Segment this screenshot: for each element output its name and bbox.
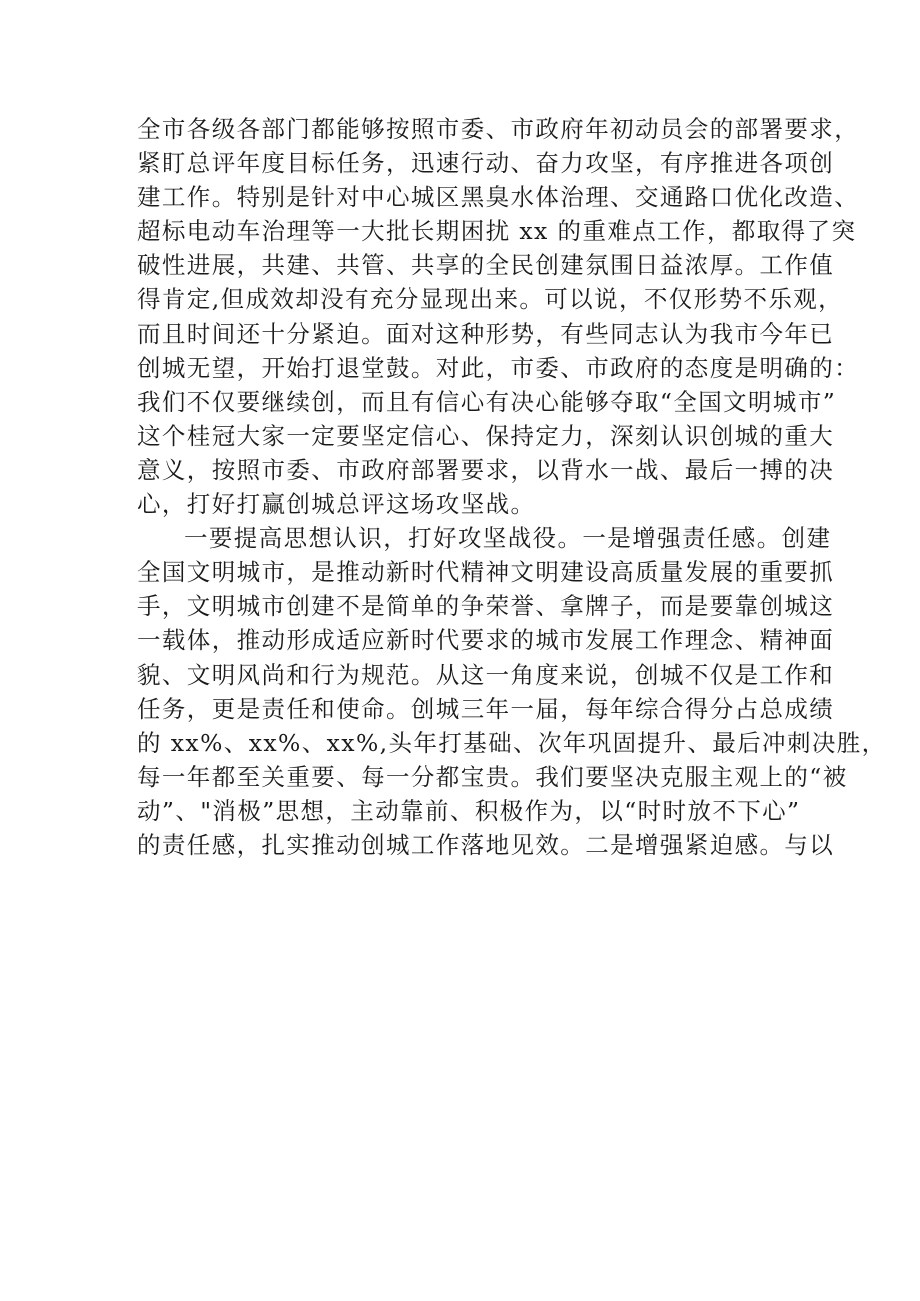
- body-text: [137, 112, 887, 862]
- text-line: 这个桂冠大家一定要坚定信心、保持定力，深刻认识创城的重大: [137, 421, 835, 450]
- text-line: 的 xx%、xx%、xx%,头年打基础、次年巩固提升、最后冲刺决胜，: [137, 728, 887, 757]
- text-line: 建工作。特别是针对中心城区黑臭水体治理、交通路口优化改造、: [137, 183, 860, 212]
- text-line: 貌、文明风尚和行为规范。从这一角度来说，创城不仅是工作和: [137, 660, 835, 689]
- text-line: 而且时间还十分紧迫。面对这种形势，有些同志认为我市今年已: [137, 319, 835, 348]
- text-line: 全国文明城市，是推动新时代精神文明建设高质量发展的重要抓: [137, 558, 835, 587]
- text-line: 动”、"消极”思想，主动靠前、积极作为，以“时时放不下心”: [137, 796, 801, 825]
- text-line: 心，打好打赢创城总评这场攻坚战。: [137, 490, 536, 519]
- text-line: 意义，按照市委、市政府部署要求，以背水一战、最后一搏的决: [137, 455, 835, 484]
- text-line: 的责任感，扎实推动创城工作落地见效。二是增强紧迫感。与以: [137, 830, 835, 859]
- text-line: 每一年都至关重要、每一分都宝贵。我们要坚决克服主观上的“被: [137, 762, 848, 791]
- paragraph: [137, 521, 887, 862]
- text-line: 超标电动车治理等一大批长期困扰 xx 的重难点工作，都取得了突: [137, 217, 857, 246]
- text-line: 得肯定,但成效却没有充分显现出来。可以说，不仅形势不乐观，: [137, 285, 844, 314]
- text-line: 破性进展，共建、共管、共享的全民创建氛围日益浓厚。工作值: [137, 251, 835, 280]
- text-line: 任务，更是责任和使命。创城三年一届，每年综合得分占总成绩: [137, 694, 835, 723]
- text-line: 紧盯总评年度目标任务，迅速行动、奋力攻坚，有序推进各项创: [137, 149, 835, 178]
- text-line: 创城无望，开始打退堂鼓。对此，市委、市政府的态度是明确的：: [137, 353, 860, 382]
- text-line: 手，文明城市创建不是简单的争荣誉、拿牌子，而是要靠创城这: [137, 592, 835, 621]
- text-line: 一要提高思想认识，打好攻坚战役。一是增强责任感。创建: [184, 524, 832, 553]
- text-line: 一载体，推动形成适应新时代要求的城市发展工作理念、精神面: [137, 626, 835, 655]
- text-line: 全市各级各部门都能够按照市委、市政府年初动员会的部署要求，: [137, 115, 860, 143]
- paragraph: [137, 112, 860, 521]
- text-line: 我们不仅要继续创，而且有信心有决心能够夺取“全国文明城市”: [137, 387, 837, 416]
